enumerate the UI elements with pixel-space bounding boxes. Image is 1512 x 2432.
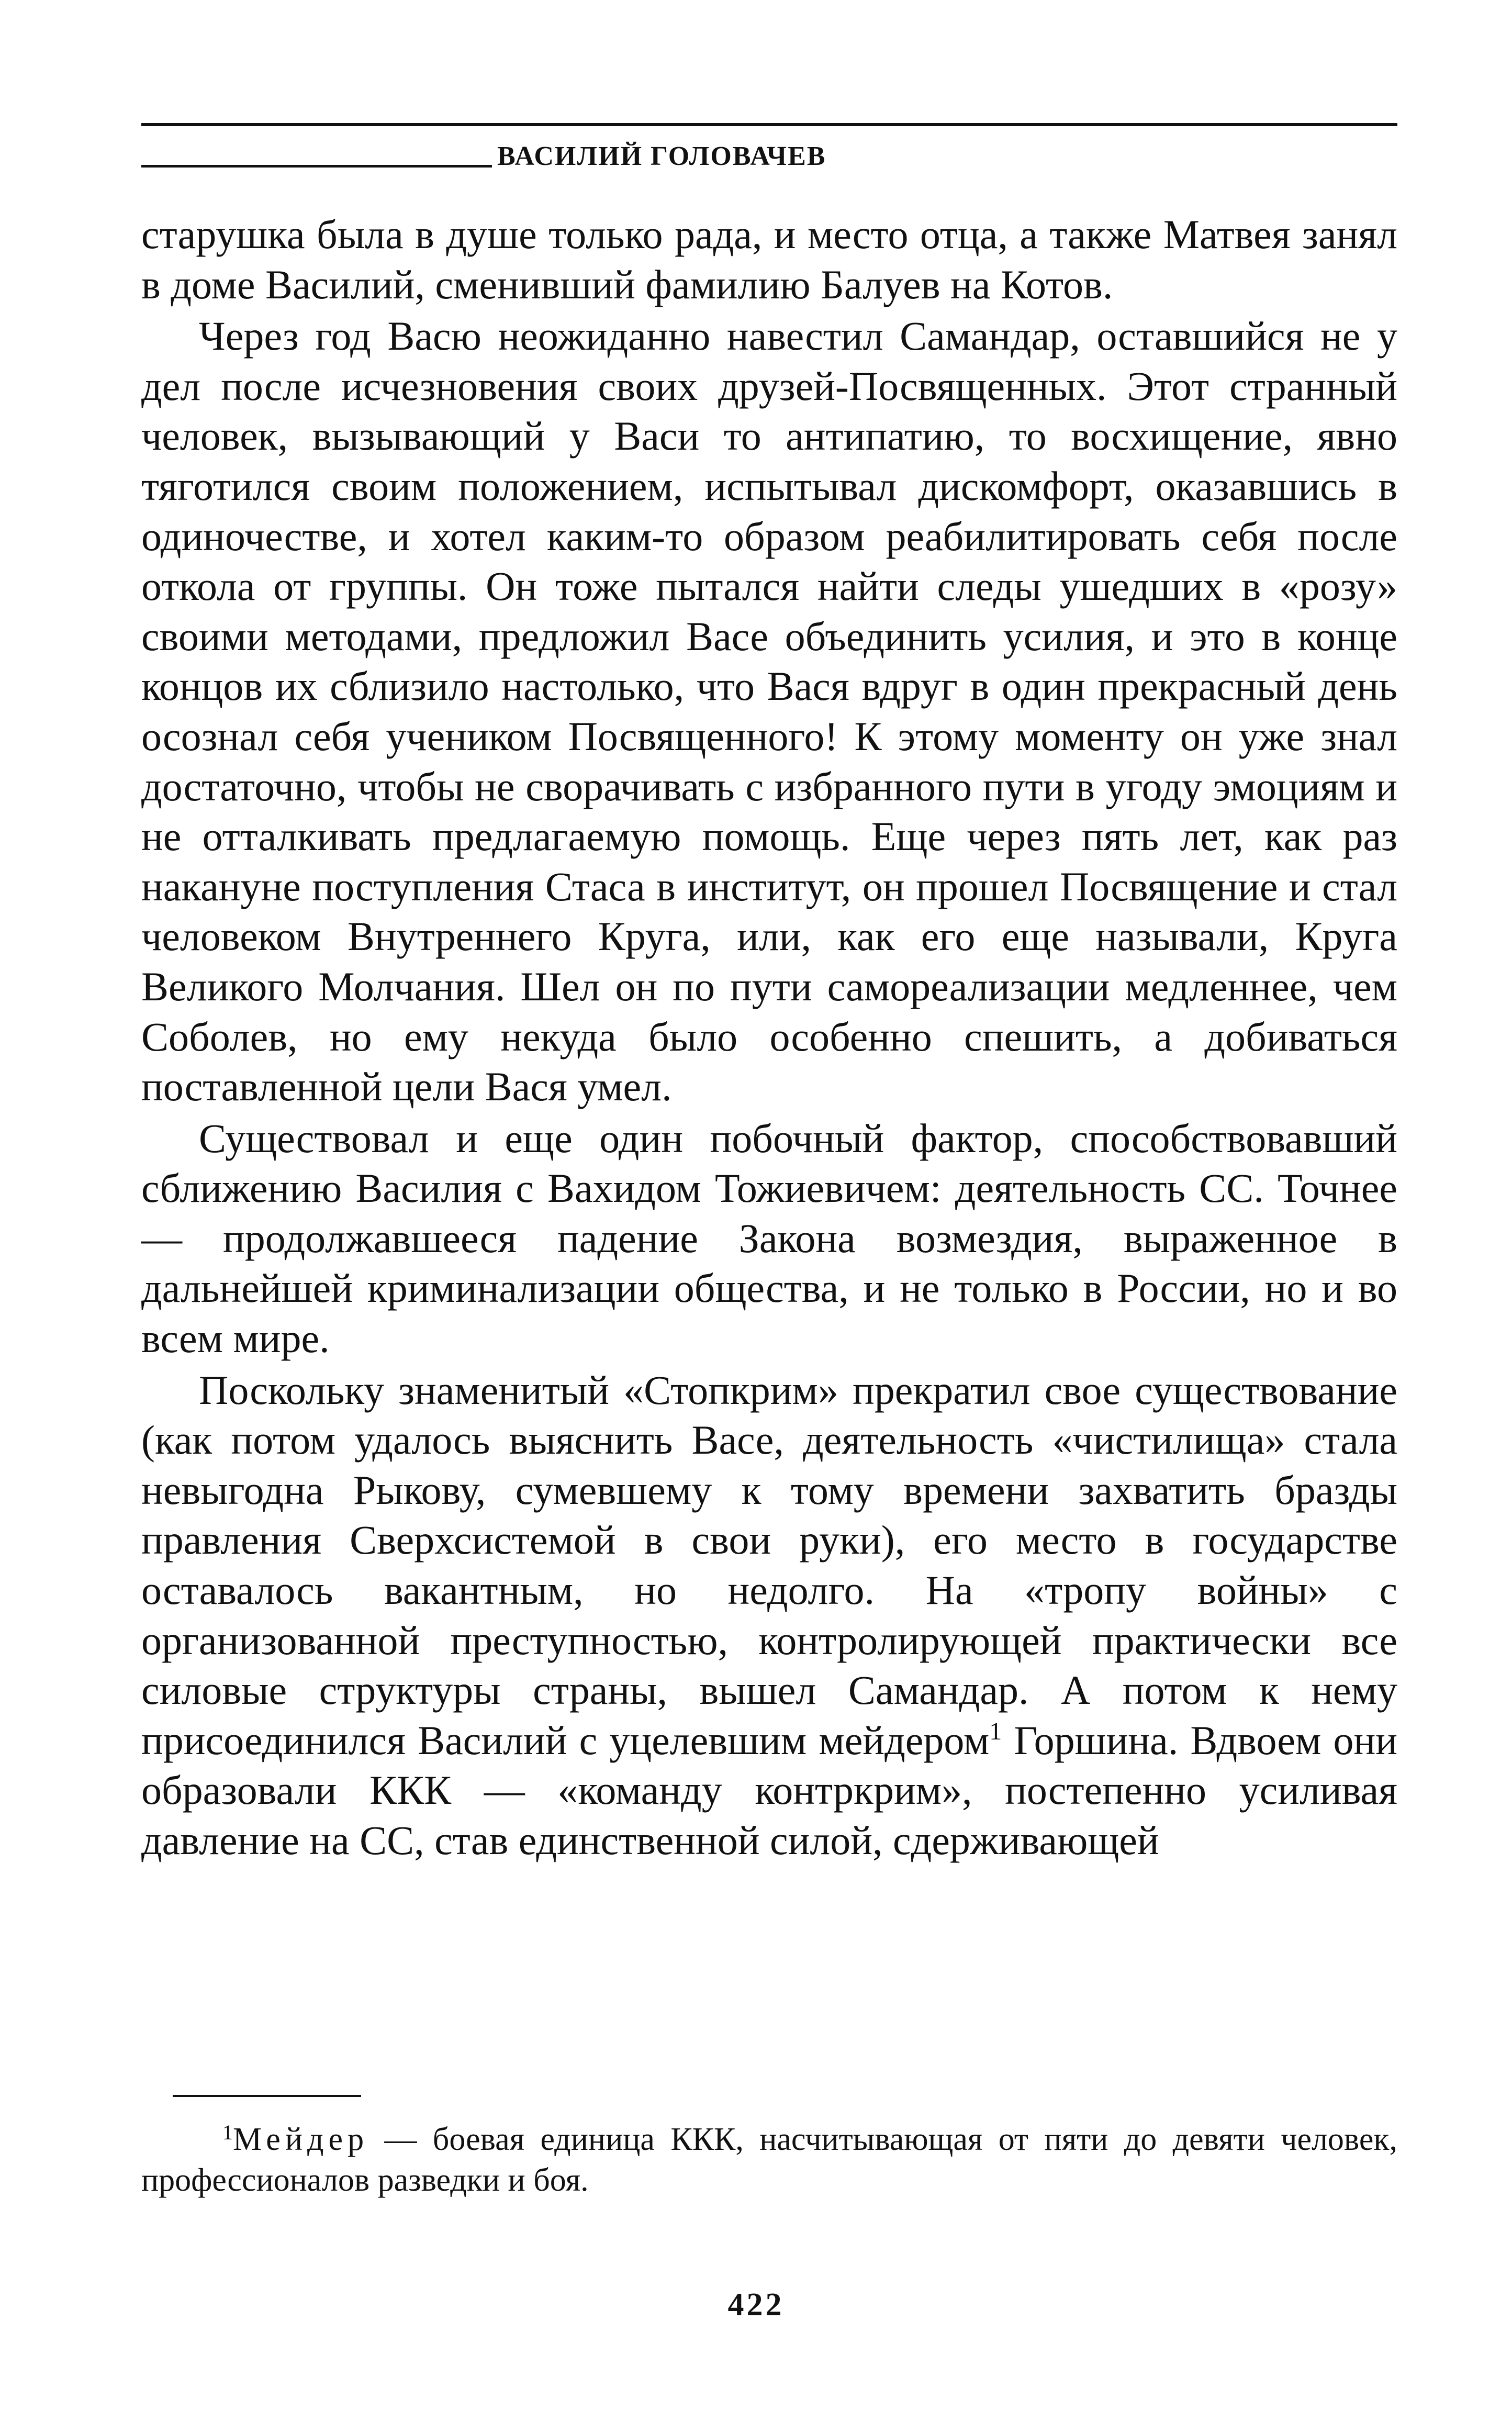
paragraph-2: Через год Васю неожиданно навестил Самандар, оставшийся не у дел после исчезновения своих друзей-Посвященных. Этот странный человек, вызывающий у Васи то антипатию, то восхищение, явно тяготился своим положением, испытывал дискомфорт, оказавшись в одиночестве, и хотел каким-то образом реабилитировать себя после откола от группы. Он тоже пытался найти следы ушедших в «розу» своими методами, предложил Васе объединить усилия, и это в конце концов их сблизило настолько, что Вася вдруг в один прекрасный день осознал себя учеником Посвященного! К этому моменту он уже знал достаточно, чтобы не сворачивать с избранного пути в угоду эмоциям и не отталкивать предлагаемую помощь. Еще через пять лет, как раз накануне поступления Стаса в институт, он прошел Посвящение и стал человеком Внутреннего Круга, или, как его еще называли, Круга Великого Молчания. Шел он по пути самореализации медленнее, чем Соболев, но ему некуда было особенно спешить, а добиваться поставленной цели Вася умел. xyxy=(141,313,1397,1110)
footnote xyxy=(141,2119,1397,2201)
footnote-separator xyxy=(173,2095,361,2097)
header-top-rule xyxy=(141,123,1397,126)
running-title: ВАСИЛИЙ ГОЛОВАЧЕВ xyxy=(497,141,826,171)
paragraph-4-text-b: Горшина. Вдвоем они образовали ККК — «команду контркрим», постепенно усиливая давление на СС, став единственной силой, сдерживающей xyxy=(141,1717,1397,1863)
paragraph-4-text-a: Поскольку знаменитый «Стопкрим» прекратил свое существование (как потом удалось выяснить Васе, деятельность «чистилища» стала невыгодна Рыкову, сумевшему к тому времени захватить бразды правления Сверхсистемой в свои руки), его место в государстве оставалось вакантным, но недолго. На «тропу войны» с организованной преступностью, контролирующей практически все силовые структуры страны, вышел Самандар. А потом к нему присоединился Василий с уцелевшим мейдером xyxy=(141,1367,1397,1763)
header-left-rule xyxy=(141,165,492,168)
page-number: 422 xyxy=(727,2287,785,2323)
main-text xyxy=(141,209,1397,1866)
footnote-mark: 1 xyxy=(222,2121,233,2144)
footnote-text: — боевая единица ККК, насчитывающая от пяти до девяти человек, профессионалов разведки и боя. xyxy=(141,2122,1397,2198)
footnote-term: Мейдер xyxy=(233,2122,369,2157)
page-header xyxy=(141,123,1397,170)
paragraph-4 xyxy=(141,1365,1397,1866)
footnote-reference: 1 xyxy=(989,1717,1002,1745)
paragraph-3: Существовал и еще один побочный фактор, способствовавший сближению Василия с Вахидом Тожиевичем: деятельность СС. Точнее — продолжавшееся падение Закона возмездия, выраженное в дальнейшей криминализации общества, и не только в России, но и во всем мире. xyxy=(141,1115,1397,1362)
paragraph-1: старушка была в душе только рада, и место отца, а также Матвея занял в доме Василий, сменивший фамилию Балуев на Котов. xyxy=(141,211,1397,307)
